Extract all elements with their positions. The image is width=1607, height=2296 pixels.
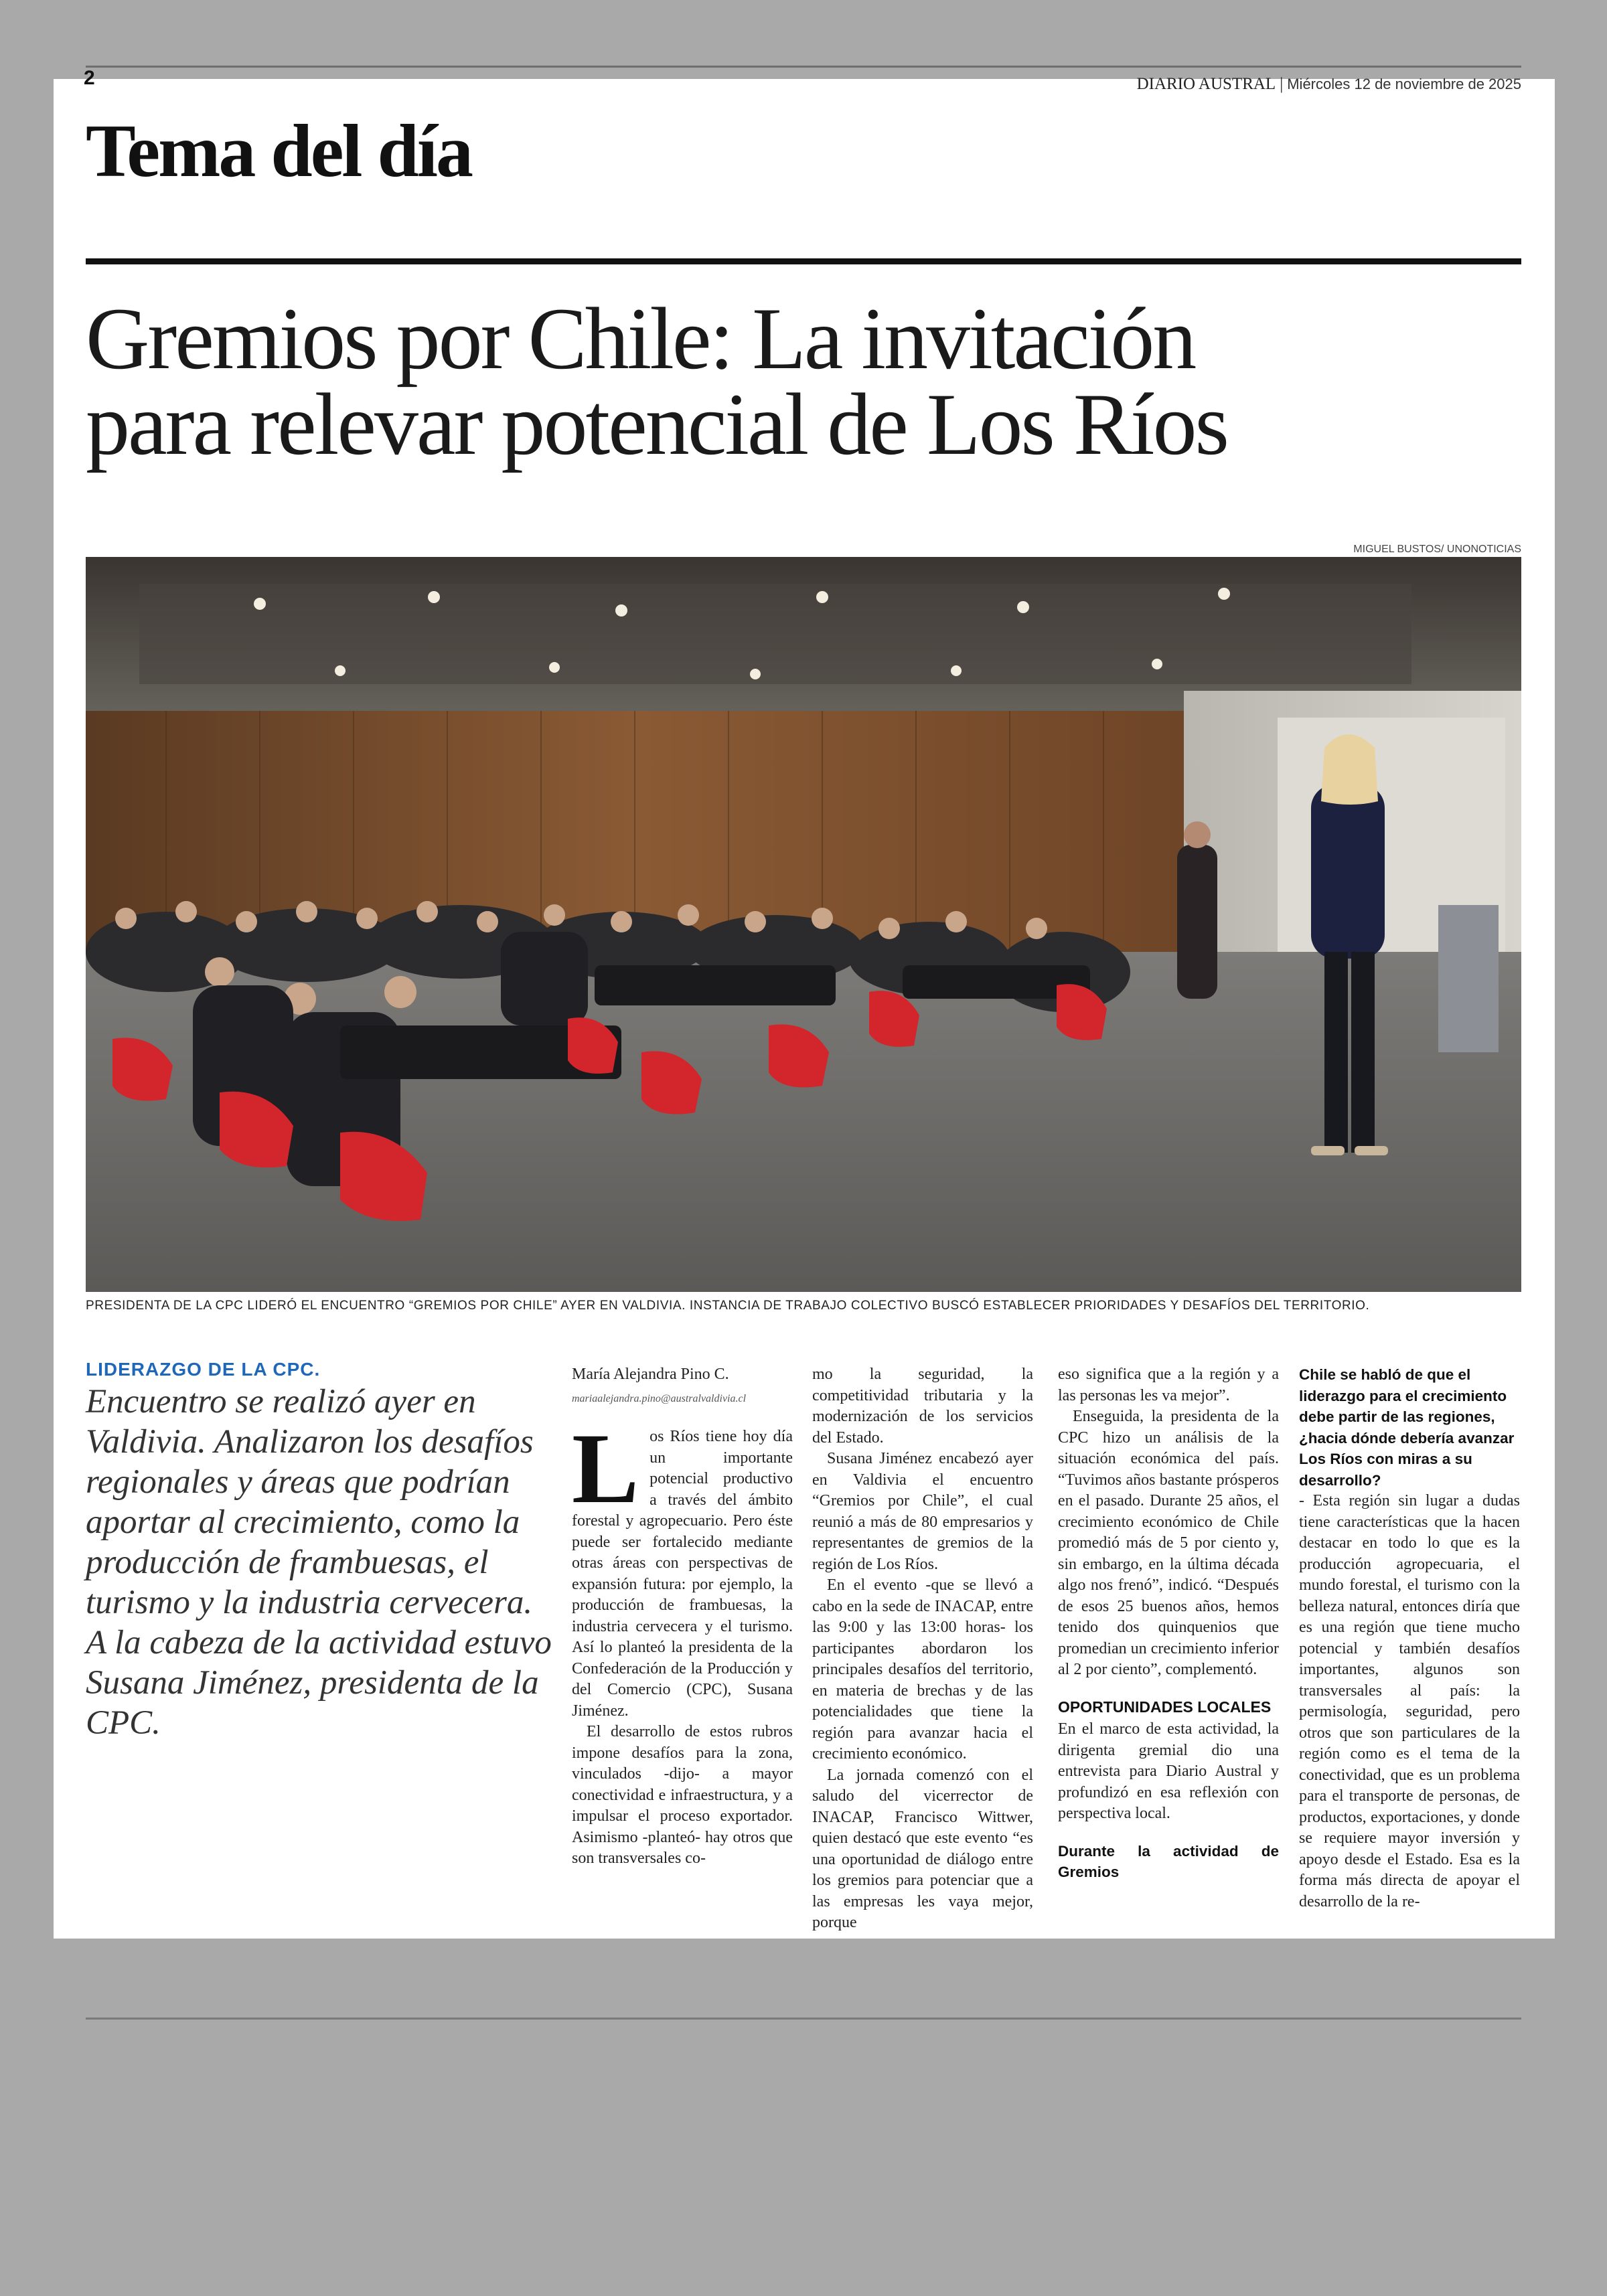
paragraph: mo la seguridad, la competitividad tributaria y la modernización de los servicios del Estado.: [812, 1366, 1033, 1447]
section-title: Tema del día: [86, 110, 471, 193]
bottom-divider: [86, 2018, 1521, 2020]
article-column-4: [1299, 1364, 1520, 1912]
paragraph: En el evento -que se llevó a cabo en la sede de INACAP, entre las 9:00 y las 13:00 horas- los participantes abordaron los principales desafíos del territorio, en materia de brechas y de las potencialidades que tiene la región para avanzar hacia el crecimiento económico.: [812, 1576, 1033, 1762]
interview-question: Chile se habló de que el liderazgo para el crecimiento debe partir de las regiones, ¿hacia dónde debería avanzar Los Ríos con miras a su desarrollo?: [1299, 1366, 1515, 1489]
paragraph: El desarrollo de estos rubros impone desafíos para la zona, vinculados -dijo- a mayor conectividad e infraestructura, y a impulsar el proceso exportador. Asimismo -planteó- hay otros que son transversales co-: [572, 1723, 793, 1867]
event-photo: [86, 557, 1521, 1292]
author-name: María Alejandra Pino C.: [572, 1366, 729, 1383]
photo-credit: MIGUEL BUSTOS/ UNONOTICIAS: [1353, 544, 1521, 555]
paragraph: La jornada comenzó con el saludo del vicerrector de INACAP, Francisco Wittwer, quien destacó que este evento “es una oportunidad de diálogo entre los gremios para potenciar que a las empresas les vaya mejor, porque: [812, 1766, 1033, 1931]
headline-line-2: para relevar potencial de Los Ríos: [86, 375, 1227, 473]
paragraph: Susana Jiménez encabezó ayer en Valdivia el encuentro “Gremios por Chile”, el cual reunió a más de 80 empresarios y representantes de gremios de la región de Los Ríos.: [812, 1450, 1033, 1573]
lectern: [1438, 905, 1499, 1052]
author-email: mariaalejandra.pino@australvaldivia.cl: [572, 1392, 747, 1404]
publication-name: DIARIO AUSTRAL: [1136, 75, 1276, 93]
masthead-info: DIARIO AUSTRAL | Miércoles 12 de noviembre de 2025: [1136, 75, 1521, 93]
lead-summary: Encuentro se realizó ayer en Valdivia. Analizaron los desafíos regionales y áreas que podrían aportar al crecimiento, como la producción de frambuesas, el turismo y la industria cervecera. A la cabeza de la actividad estuvo Susana Jiménez, presidenta de la CPC.: [86, 1383, 552, 1742]
interview-answer: - Esta región sin lugar a dudas tiene características que la hacen destacar en todo lo que es la producción agropecuaria, el mundo forestal, el turismo con la belleza natural, entonces diría que es una región que tiene mucho potencial y también desafíos importantes, algunos son transversales al país: la permisología, seguridad, pero otros que son particulares de la región como es el tema de la conectividad, que es un problema para el transporte de personas, de productos, exportaciones, y donde se requiere mayor inversión y apoyo desde el Estado. Esa es la forma más directa de apoyar el desarrollo de la re-: [1299, 1492, 1520, 1910]
drop-cap: L: [572, 1413, 639, 1524]
subheading: OPORTUNIDADES LOCALES: [1058, 1698, 1272, 1716]
issue-date: Miércoles 12 de noviembre de 2025: [1287, 76, 1521, 92]
headline-line-1: Gremios por Chile: La invitación: [86, 289, 1195, 388]
top-divider: [86, 66, 1521, 68]
paragraph: eso significa que a la región y a las personas les va mejor”.: [1058, 1366, 1279, 1404]
paragraph: En el marco de esta actividad, la dirigenta gremial dio una entrevista para Diario Austral y profundizó en esa reflexión con perspectiva local.: [1058, 1720, 1279, 1822]
article-column-3: [1058, 1364, 1279, 1883]
paragraph: [572, 1413, 793, 1722]
lead-kicker: LIDERAZGO DE LA CPC.: [86, 1359, 321, 1380]
paragraph-text: os Ríos tiene hoy día un importante potencial productivo a través del ámbito forestal y agropecuario. Pero éste puede ser fortalecido mediante otras áreas con perspectivas de expansión futura: por ejemplo, la producción de frambuesas, la industria cervecera y el turismo. Así lo planteó la presidenta de la Confederación de la Producción y del Comercio (CPC), Susana Jiménez.: [572, 1428, 793, 1720]
photo-caption: PRESIDENTA DE LA CPC LIDERÓ EL ENCUENTRO “GREMIOS POR CHILE” AYER EN VALDIVIA. INSTANCIA DE TRABAJO COLECTIVO BUSCÓ ESTABLECER PRIORIDADES Y DESAFÍOS DEL TERRITORIO.: [86, 1299, 1370, 1313]
paragraph: Enseguida, la presidenta de la CPC hizo un análisis de la situación económica del país. “Tuvimos años bastante prósperos en el pasado. Durante 25 años, el crecimiento económico de Chile promedió más de 5 por ciento y, sin embargo, en la última década algo nos frenó”, indicó. “Después de esos 25 buenos años, hemos tenido dos quinquenios que promedian un crecimiento inferior al 2 por ciento”, complementó.: [1058, 1408, 1279, 1678]
page-number: 2: [84, 67, 95, 89]
ceiling-panel: [139, 584, 1411, 684]
article-column-1: [572, 1364, 793, 1870]
article-column-2: [812, 1364, 1033, 1934]
article-headline: [86, 289, 1521, 473]
interview-question-start: Durante la actividad de Gremios: [1058, 1842, 1279, 1880]
standing-woman-back: [1177, 821, 1217, 999]
section-rule: [86, 258, 1521, 264]
